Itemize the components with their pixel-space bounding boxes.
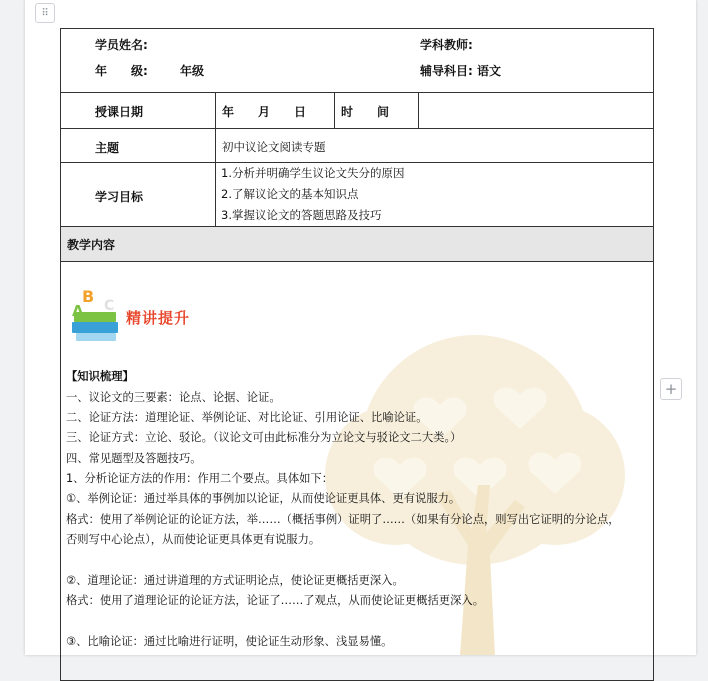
goal-item: 2.了解议论文的基本知识点 [221, 187, 359, 201]
goals-label: 学习目标 [95, 190, 144, 204]
time-value-cell[interactable] [418, 92, 654, 129]
content-line: 一、议论文的三要素：论点、论据、论证。 [66, 391, 281, 404]
content-line: 格式：使用了举例论证的论证方法，举……（概括事例）证明了……（如果有分论点，则写出它证明的分论点， [66, 513, 620, 526]
time-label: 时 间 [341, 105, 390, 119]
student-name-label: 学员姓名: [95, 38, 148, 52]
subject-label: 辅导科目: 语文 [420, 64, 501, 78]
content-line: 【知识梳理】 [66, 370, 134, 383]
header-row [60, 28, 654, 93]
content-line: 四、常见题型及答题技巧。 [66, 452, 202, 465]
abc-books-logo-icon [68, 282, 132, 344]
date-value-cell[interactable] [215, 92, 335, 129]
grade-label: 年 级: [95, 64, 148, 78]
content-body-cell[interactable] [60, 261, 654, 681]
teacher-label: 学科教师: [420, 38, 473, 52]
goal-item: 1.分析并明确学生议论文失分的原因 [221, 166, 405, 180]
topic-label-cell [60, 128, 216, 163]
content-line: 否则写中心论点），从而使论证更具体更有说服力。 [66, 533, 321, 546]
content-line: ②、道理论证：通过讲道理的方式证明论点，使论证更概括更深入。 [66, 574, 404, 587]
svg-text:A: A [72, 302, 84, 320]
topic-value-cell[interactable] [215, 128, 654, 163]
add-block-icon[interactable]: + [660, 378, 682, 400]
goals-label-cell [60, 162, 216, 227]
date-label: 授课日期 [95, 105, 144, 119]
content-line: 1、分析论证方法的作用：作用二个要点。具体如下： [66, 472, 334, 485]
goals-value-cell[interactable] [215, 162, 654, 227]
topic-value: 初中议论文阅读专题 [222, 140, 326, 154]
date-format: 年 月 日 [222, 105, 307, 119]
svg-text:C: C [104, 298, 115, 314]
content-line: ③、比喻论证：通过比喻进行证明，使论证生动形象、浅显易懂。 [66, 635, 393, 648]
logo-text: 精讲提升 [126, 309, 191, 327]
goal-item: 3.掌握议论文的答题思路及技巧 [221, 208, 382, 222]
content-section-label: 教学内容 [67, 238, 116, 252]
content-line: 二、论证方法：道理论证、举例论证、对比论证、引用论证、比喻论证。 [66, 411, 428, 424]
svg-text:B: B [82, 287, 95, 306]
content-line: 三、论证方式：立论、驳论。（议论文可由此标准分为立论文与驳论文二大类。） [66, 431, 462, 444]
lesson-table [35, 28, 628, 668]
content-header-cell [60, 226, 654, 262]
time-label-cell [334, 92, 419, 129]
grade-value: 年级 [180, 64, 205, 78]
date-label-cell [60, 92, 216, 129]
content-line: 格式：使用了道理论证的论证方法，论证了……了观点，从而使论证更概括更深入。 [66, 594, 484, 607]
content-line: ①、举例论证：通过举具体的事例加以论证，从而使论证更具体、更有说服力。 [66, 492, 461, 505]
drag-handle-icon[interactable]: ⠿ [35, 3, 55, 23]
topic-label: 主题 [95, 141, 120, 155]
